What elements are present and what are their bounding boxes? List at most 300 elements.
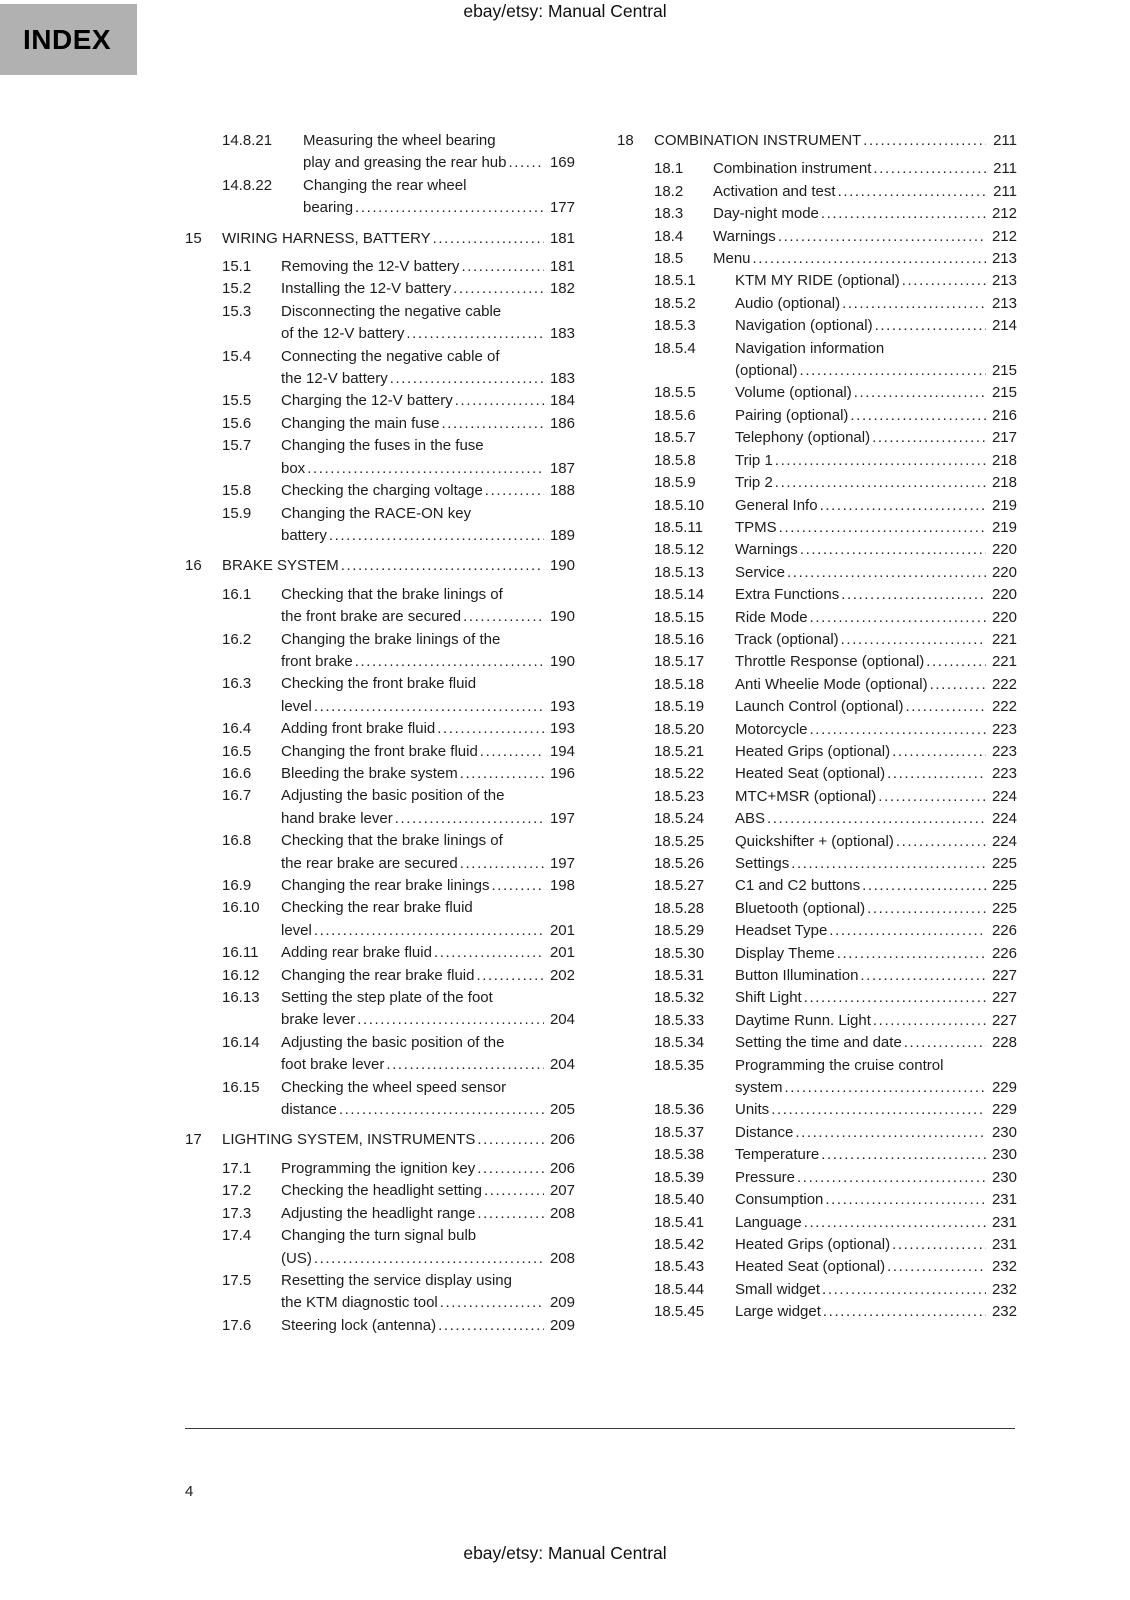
toc-entry-number: 16.4	[222, 720, 252, 738]
toc-entry-number: 15.1	[222, 258, 252, 276]
toc-entry-line	[281, 1203, 575, 1225]
toc-entry-line	[735, 562, 1017, 584]
toc-entry-title-block	[281, 256, 575, 278]
toc-entry-title-block	[735, 1234, 1017, 1256]
toc-entry	[222, 1270, 575, 1315]
dot-leader	[395, 808, 544, 830]
toc-entry-line	[222, 1129, 575, 1151]
dot-leader	[902, 270, 986, 292]
toc-entry-title-text: Warnings	[713, 227, 776, 245]
toc-entry-title-block	[735, 1167, 1017, 1189]
toc-entry-title-block	[735, 450, 1017, 472]
toc-entry-number: 16.10	[222, 899, 260, 917]
toc-entry-number: 16.3	[222, 675, 252, 693]
toc-entry	[654, 1144, 1017, 1166]
toc-entry-title-text: hand brake lever	[281, 809, 393, 827]
dot-leader	[406, 323, 544, 345]
toc-entry-title-text: battery	[281, 526, 327, 544]
toc-entry	[185, 555, 575, 577]
toc-entry-line	[735, 719, 1017, 741]
toc-entry-title-block	[281, 830, 575, 875]
toc-entry-title-block	[735, 808, 1017, 830]
toc-entry-title-text: distance	[281, 1101, 337, 1119]
toc-entry-title-block	[222, 555, 575, 577]
dot-leader	[785, 1077, 986, 1099]
dot-leader	[804, 987, 986, 1009]
toc-entry-page: 186	[549, 414, 575, 432]
dot-leader	[810, 719, 986, 741]
toc-entry-title-text: Trip 2	[735, 474, 773, 492]
toc-entry-title-block	[713, 181, 1017, 203]
toc-entry-page: 211	[993, 132, 1017, 149]
toc-entry-title-block	[735, 719, 1017, 741]
dot-leader	[778, 226, 986, 248]
toc-entry	[222, 1180, 575, 1202]
toc-entry-title-text: Checking that the brake linings of	[281, 832, 503, 850]
toc-entry-title-block	[735, 293, 1017, 315]
dot-leader	[854, 382, 986, 404]
toc-entry-line	[281, 1180, 575, 1202]
toc-entry-line	[281, 1292, 575, 1314]
toc-entry-line	[735, 539, 1017, 561]
dot-leader	[904, 1032, 986, 1054]
toc-entry	[654, 1099, 1017, 1121]
toc-entry	[654, 719, 1017, 741]
toc-entry-line	[735, 741, 1017, 763]
toc-entry-line	[281, 1315, 575, 1337]
toc-entry-page: 211	[993, 160, 1017, 178]
toc-entry-number: 17.6	[222, 1316, 252, 1334]
toc-entry-title-block	[735, 607, 1017, 629]
toc-entry-number: 18.5.26	[654, 855, 705, 872]
toc-entry-number: 16.1	[222, 585, 252, 603]
toc-entry	[654, 562, 1017, 584]
toc-entry	[654, 1167, 1017, 1189]
toc-entry-title-text: Removing the 12-V battery	[281, 258, 460, 276]
toc-entry-line	[281, 1099, 575, 1121]
toc-entry-title-block	[735, 786, 1017, 808]
toc-entry-number: 15.3	[222, 302, 252, 320]
toc-entry-title-block	[735, 875, 1017, 897]
dot-leader	[821, 203, 986, 225]
toc-entry-page: 217	[991, 429, 1017, 447]
toc-entry-number: 18.5	[654, 250, 684, 268]
toc-entry-title-text: brake lever	[281, 1011, 356, 1029]
toc-entry-page: 212	[991, 227, 1017, 245]
toc-entry-page: 190	[549, 608, 575, 626]
dot-leader	[795, 1122, 986, 1144]
toc-entry	[185, 1129, 575, 1151]
toc-entry-page: 222	[991, 698, 1017, 716]
toc-entry-title-text: Settings	[735, 855, 790, 872]
toc-entry-line	[735, 1301, 1017, 1323]
toc-entry-number: 18.5.16	[654, 630, 705, 648]
toc-entry-title-text: KTM MY RIDE (optional)	[735, 272, 900, 290]
dot-leader	[438, 1315, 544, 1337]
toc-entry-page: 169	[549, 154, 575, 172]
toc-entry-page: 182	[549, 280, 575, 298]
toc-entry-line	[735, 293, 1017, 315]
dot-leader	[463, 606, 544, 628]
dot-leader	[491, 875, 544, 897]
toc-entry-page: 204	[549, 1056, 575, 1074]
toc-entry-number: 16.15	[222, 1078, 260, 1096]
toc-entry-title-block	[735, 472, 1017, 494]
toc-entry-title-block	[281, 718, 575, 740]
toc-entry-line	[735, 1212, 1017, 1234]
toc-entry-line	[281, 1225, 575, 1247]
toc-entry	[222, 346, 575, 391]
toc-entry-number: 18.5.31	[654, 967, 705, 985]
toc-entry-title-text: Menu	[713, 250, 751, 268]
toc-entry-title-text: Throttle Response (optional)	[735, 653, 925, 671]
toc-entry-line	[735, 920, 1017, 942]
toc-entry-title-block	[735, 495, 1017, 517]
toc-entry-title-text: Audio (optional)	[735, 294, 841, 312]
toc-entry-title-text: Changing the brake linings of the	[281, 630, 501, 648]
toc-entry-title-text: Telephony (optional)	[735, 429, 871, 447]
toc-entry-title-block	[281, 673, 575, 718]
toc-entry-page: 205	[549, 1101, 575, 1119]
toc-entry-title-block	[735, 741, 1017, 763]
dot-leader	[800, 539, 986, 561]
toc-entry-title-text: Trip 1	[735, 451, 773, 469]
toc-entry-title-block	[281, 503, 575, 548]
toc-entry-line	[735, 315, 1017, 337]
toc-entry-line	[281, 458, 575, 480]
toc-entry-line	[281, 965, 575, 987]
toc-entry-title-text: Programming the cruise control	[735, 1056, 944, 1074]
toc-entry-title-text: Changing the fuses in the fuse	[281, 437, 484, 455]
index-header-box	[0, 4, 137, 75]
toc-entry-page: 219	[991, 518, 1017, 536]
dot-leader	[820, 495, 986, 517]
toc-entry	[654, 1234, 1017, 1256]
toc-entry-title-block	[735, 696, 1017, 718]
toc-entry-line	[303, 175, 575, 197]
toc-entry-line	[281, 256, 575, 278]
dot-leader	[926, 651, 986, 673]
dot-leader	[767, 808, 986, 830]
toc-entry-title-text: the KTM diagnostic tool	[281, 1294, 438, 1312]
toc-entry-title-text: TPMS	[735, 518, 777, 536]
toc-entry-number: 18.5.18	[654, 675, 705, 693]
toc-entry	[654, 1301, 1017, 1323]
toc-entry-line	[281, 629, 575, 651]
toc-entry-line	[281, 920, 575, 942]
toc-entry-title-block	[735, 562, 1017, 584]
toc-entry-page: 193	[549, 720, 575, 738]
toc-entry-line	[735, 808, 1017, 830]
toc-entry-title-block	[281, 987, 575, 1032]
dot-leader	[485, 480, 544, 502]
toc-entry	[654, 517, 1017, 539]
toc-entry-number: 18.5.4	[654, 339, 696, 357]
toc-entry-number: 18.5.17	[654, 653, 705, 671]
toc-entry-number: 18.5.40	[654, 1191, 705, 1209]
toc-entry-title-block	[713, 203, 1017, 225]
toc-entry-title-block	[281, 897, 575, 942]
toc-entry	[222, 942, 575, 964]
toc-entry-page: 193	[549, 697, 575, 715]
toc-entry-line	[222, 228, 575, 250]
toc-entry-title-text: play and greasing the rear hub	[303, 154, 507, 172]
toc-entry-page: 224	[991, 810, 1017, 828]
dot-leader	[797, 1167, 986, 1189]
toc-entry-title-block	[735, 1055, 1017, 1100]
toc-entry-line	[735, 270, 1017, 292]
dot-leader	[508, 152, 544, 174]
dot-leader	[390, 368, 544, 390]
toc-entry-line	[735, 1189, 1017, 1211]
dot-leader	[355, 197, 544, 219]
toc-entry-line	[281, 323, 575, 345]
dot-leader	[477, 1129, 544, 1151]
toc-entry-page: 184	[549, 392, 575, 410]
toc-entry-title-text: Consumption	[735, 1191, 824, 1209]
dot-leader	[850, 405, 986, 427]
toc-entry-title-block	[735, 1122, 1017, 1144]
toc-entry-title-text: Changing the main fuse	[281, 414, 440, 432]
dot-leader	[455, 390, 544, 412]
dot-leader	[341, 555, 544, 577]
toc-entry-number: 18.5.45	[654, 1303, 705, 1321]
toc-entry-number: 16.8	[222, 832, 252, 850]
toc-entry-title-text: Activation and test	[713, 182, 836, 200]
toc-entry-page: 223	[991, 742, 1017, 760]
toc-entry-page: 212	[991, 205, 1017, 223]
toc-entry-line	[303, 130, 575, 152]
toc-entry-line	[735, 517, 1017, 539]
toc-entry-title-text: (US)	[281, 1249, 312, 1267]
toc-entry-line	[281, 696, 575, 718]
toc-entry	[222, 965, 575, 987]
toc-entry-title-block	[281, 741, 575, 763]
dot-leader	[862, 875, 986, 897]
toc-entry-page: 225	[991, 899, 1017, 917]
toc-entry	[185, 228, 575, 250]
toc-entry-page: 211	[993, 182, 1017, 200]
toc-entry-line	[281, 853, 575, 875]
toc-entry-title-text: C1 and C2 buttons	[735, 877, 861, 895]
toc-entry-title-block	[735, 1189, 1017, 1211]
toc-entry-title-text: Changing the turn signal bulb	[281, 1227, 477, 1245]
toc-entry-title-text: MTC+MSR (optional)	[735, 787, 877, 805]
toc-entry	[654, 539, 1017, 561]
dot-leader	[440, 1292, 544, 1314]
toc-entry-line	[713, 226, 1017, 248]
table-of-contents	[185, 130, 1017, 1337]
toc-entry-number: 18.5.32	[654, 989, 705, 1007]
toc-entry-title-block	[281, 1225, 575, 1270]
toc-entry	[222, 480, 575, 502]
toc-entry-number: 18.5.38	[654, 1146, 705, 1164]
toc-entry-title-text: Distance	[735, 1123, 794, 1141]
toc-entry-number: 15.8	[222, 482, 252, 500]
toc-entry	[222, 130, 575, 175]
toc-entry	[222, 718, 575, 740]
toc-entry-number: 18.5.13	[654, 563, 705, 581]
toc-entry-line	[281, 1270, 575, 1292]
toc-entry-page: 220	[991, 563, 1017, 581]
toc-entry-line	[735, 584, 1017, 606]
toc-entry-page: 221	[991, 653, 1017, 671]
dot-leader	[476, 965, 544, 987]
toc-entry-number: 18.5.22	[654, 765, 705, 783]
toc-entry-line	[281, 413, 575, 435]
toc-entry-title-text: (optional)	[735, 362, 798, 380]
toc-entry-number: 18.5.2	[654, 294, 696, 312]
toc-entry-page: 225	[991, 877, 1017, 895]
toc-entry-title-text: Large widget	[735, 1303, 821, 1321]
toc-entry-line	[281, 584, 575, 606]
dot-leader	[357, 1009, 544, 1031]
toc-entry-line	[303, 197, 575, 219]
toc-entry	[654, 808, 1017, 830]
toc-entry-number: 16.13	[222, 989, 260, 1007]
toc-entry	[654, 226, 1017, 248]
toc-entry	[654, 270, 1017, 292]
toc-entry-number: 15.5	[222, 392, 252, 410]
toc-entry	[654, 1122, 1017, 1144]
toc-entry-title-block	[713, 226, 1017, 248]
toc-entry-title-block	[735, 1010, 1017, 1032]
toc-entry-title-text: of the 12-V battery	[281, 325, 405, 343]
toc-entry-title-block	[735, 427, 1017, 449]
toc-entry	[222, 629, 575, 674]
toc-entry-page: 198	[549, 877, 575, 894]
toc-entry-number: 16	[185, 557, 202, 575]
toc-entry-number: 16.11	[222, 944, 259, 962]
toc-entry-line	[713, 248, 1017, 270]
toc-entry-number: 16.9	[222, 877, 252, 894]
toc-entry-line	[281, 368, 575, 390]
toc-entry-title-text: Installing the 12-V battery	[281, 280, 452, 298]
toc-entry-title-block	[735, 1301, 1017, 1323]
toc-entry	[222, 413, 575, 435]
toc-entry-line	[281, 1248, 575, 1270]
toc-entry-page: 177	[549, 199, 575, 217]
toc-entry-number: 16.14	[222, 1033, 260, 1051]
toc-entry-title-text: Adjusting the basic position of the	[281, 787, 505, 805]
dot-leader	[480, 741, 544, 763]
toc-entry	[654, 786, 1017, 808]
toc-entry	[654, 584, 1017, 606]
toc-entry-line	[713, 158, 1017, 180]
toc-column-right	[617, 130, 1017, 1337]
toc-entry-page: 220	[991, 541, 1017, 559]
toc-entry-title-text: Adjusting the headlight range	[281, 1204, 476, 1222]
toc-entry-line	[735, 1099, 1017, 1121]
toc-entry-page: 232	[991, 1280, 1017, 1298]
toc-entry-number: 18.5.5	[654, 384, 696, 402]
toc-entry	[222, 1225, 575, 1270]
toc-entry-page: 213	[991, 250, 1017, 268]
toc-entry-line	[735, 382, 1017, 404]
toc-entry-page: 232	[991, 1303, 1017, 1321]
toc-entry-line	[735, 495, 1017, 517]
toc-entry-line	[735, 831, 1017, 853]
dot-leader	[779, 517, 986, 539]
toc-entry-line	[281, 718, 575, 740]
dot-leader	[892, 741, 986, 763]
toc-entry-number: 18.4	[654, 227, 684, 245]
dot-leader	[441, 413, 544, 435]
toc-entry-page: 231	[991, 1213, 1017, 1231]
toc-entry	[654, 248, 1017, 270]
toc-entry-title-block	[303, 175, 575, 220]
toc-entry-title-block	[735, 382, 1017, 404]
toc-entry-page: 183	[549, 370, 575, 388]
toc-entry	[654, 965, 1017, 987]
toc-entry-title-text: Headset Type	[735, 922, 828, 940]
toc-entry-line	[735, 1234, 1017, 1256]
toc-entry-line	[281, 503, 575, 525]
toc-entry-title-block	[735, 1144, 1017, 1166]
toc-entry-title-block	[735, 315, 1017, 337]
dot-leader	[771, 1099, 986, 1121]
toc-entry-title-text: ABS	[735, 810, 766, 828]
toc-entry-title-block	[281, 785, 575, 830]
toc-entry-title-block	[735, 1099, 1017, 1121]
toc-entry-line	[281, 1009, 575, 1031]
toc-entry-number: 18.5.34	[654, 1034, 705, 1052]
toc-entry-page: 214	[991, 317, 1017, 335]
toc-entry-title-text: Setting the time and date	[735, 1034, 902, 1052]
toc-entry-title-block	[281, 301, 575, 346]
toc-entry	[222, 435, 575, 480]
toc-entry-title-block	[281, 1270, 575, 1315]
toc-entry-line	[281, 830, 575, 852]
toc-entry-title-block	[281, 1203, 575, 1225]
toc-entry-page: 215	[991, 384, 1017, 402]
dot-leader	[460, 853, 544, 875]
toc-entry-page: 220	[991, 586, 1017, 604]
toc-entry-title-text: Shift Light	[735, 989, 802, 1007]
toc-entry-title-text: Connecting the negative cable of	[281, 347, 500, 365]
toc-entry-page: 229	[991, 1101, 1017, 1119]
toc-entry-page: 201	[549, 921, 575, 939]
toc-entry-page: 208	[549, 1249, 575, 1267]
toc-entry-number: 15.6	[222, 414, 252, 432]
toc-entry-title-block	[735, 338, 1017, 383]
toc-entry-title-block	[281, 763, 575, 785]
toc-entry-page: 183	[549, 325, 575, 343]
toc-entry-title-block	[281, 390, 575, 412]
toc-entry-title-block	[303, 130, 575, 175]
dot-leader	[386, 1054, 544, 1076]
toc-entry-line	[281, 390, 575, 412]
toc-entry	[654, 1189, 1017, 1211]
toc-entry	[222, 875, 575, 897]
toc-entry-title-text: Ride Mode	[735, 608, 808, 626]
toc-entry-title-block	[735, 629, 1017, 651]
toc-entry-line	[735, 1279, 1017, 1301]
toc-entry-title-block	[735, 920, 1017, 942]
dot-leader	[887, 763, 986, 785]
toc-entry-title-text: front brake	[281, 652, 353, 670]
dot-leader	[787, 562, 986, 584]
toc-entry	[654, 293, 1017, 315]
toc-entry-number: 18.5.7	[654, 429, 696, 447]
toc-entry-page: 230	[991, 1123, 1017, 1141]
toc-entry-number: 18	[617, 132, 634, 149]
toc-entry-title-block	[281, 942, 575, 964]
toc-entry-line	[735, 1144, 1017, 1166]
dot-leader	[821, 1144, 986, 1166]
toc-entry-page: 209	[549, 1294, 575, 1312]
dot-leader	[804, 1212, 986, 1234]
